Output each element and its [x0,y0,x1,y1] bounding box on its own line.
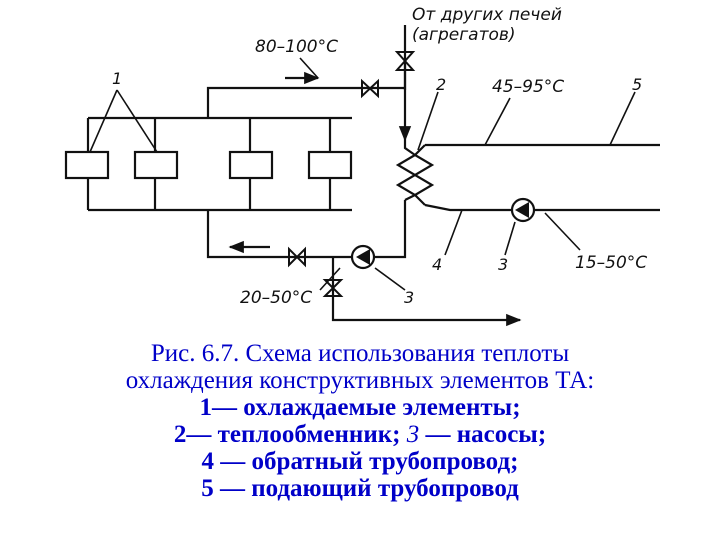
temp-return-line: 15–50°С [575,253,648,273]
label-1-leader [90,90,117,152]
temp-feed-line: 45–95°С [492,77,565,97]
label-feedtemp-leader [485,98,510,145]
return-pipe-4 [425,205,660,210]
temp-return-elements: 20–50°С [240,288,313,308]
label-pump-right: 3 [498,255,509,274]
heat-exchanger-coil [398,140,415,200]
cooled-element-3 [230,152,272,178]
pump-right [512,199,534,221]
caption-line-5: 4 — обратный трубопровод; [201,448,519,475]
temp-supply-elements: 80–100°С [255,37,338,57]
caption-line-1: Рис. 6.7. Схема использования теплоты [150,340,570,367]
caption-line-6: 5 — подающий трубопровод [201,475,519,502]
caption-line-2: охлаждения конструктивных элементов ТА: [125,367,595,394]
label-80100-leader [300,58,318,78]
source-label-line1: От других печей [412,5,562,25]
caption-line-4b: 3 [406,421,420,448]
cooled-element-2 [135,152,177,178]
label-returntemp-leader [545,213,580,250]
label-return-pipe: 4 [432,255,443,274]
label-3r-leader [505,222,515,255]
label-elements: 1 [112,69,123,88]
label-3l-leader [375,268,405,290]
caption-line-4 [0,421,720,448]
label-4-leader [445,210,462,255]
cooled-element-4 [309,152,351,178]
caption-line-4a: 2— теплообменник; [173,421,407,448]
cooled-element-1 [66,152,108,178]
label-pump-left: 3 [404,288,415,307]
label-feed-pipe: 5 [632,75,643,94]
caption-line-3: 1— охлаждаемые элементы; [199,394,521,421]
supply-pipe [208,60,405,118]
pump-left [352,246,374,268]
figure-caption [0,340,720,502]
label-exchanger: 2 [436,75,447,94]
label-5-leader [610,92,635,145]
label-1-leader [117,90,157,152]
label-2-leader [418,92,438,150]
heat-exchanger-coil-2 [415,145,432,205]
return-pipe-elements [208,200,405,257]
caption-line-4c: — насосы; [419,421,547,448]
source-label-line2: (агрегатов) [412,25,516,45]
